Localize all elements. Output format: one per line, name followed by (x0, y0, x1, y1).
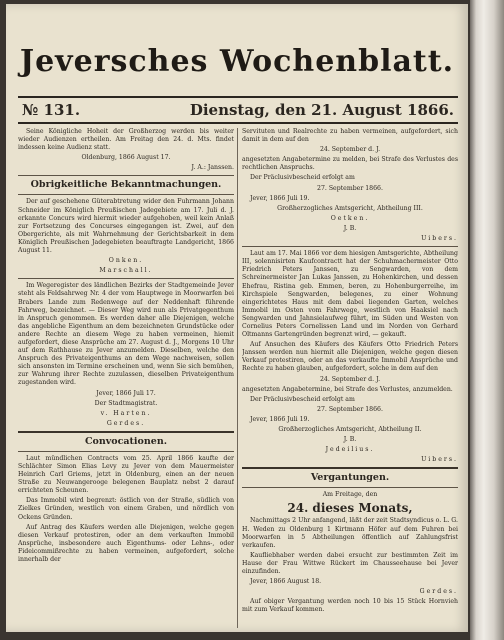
auction-date: 24. dieses Monats, (287, 501, 413, 516)
notice-road-date: Jever, 1866 Juli 17. (96, 389, 156, 397)
auction-intro: Am Freitage, den (322, 491, 378, 499)
subsignature-2: Uibers. (421, 456, 458, 464)
court-1: Großherzogliches Amtsgericht, Abtheilung III. (277, 204, 423, 212)
signature-2: J. B. (343, 436, 357, 444)
preclusion-date-1: 27. September 1866. (317, 184, 383, 192)
newspaper-page (6, 4, 468, 632)
notice-road-signature-2: v. Harten. (100, 409, 152, 417)
auction-signature: Gerdes. (419, 588, 458, 596)
heading-auctions: Vergantungen. (310, 472, 390, 484)
preclusion-text-2: Der Präclusivbescheid erfolgt am (250, 395, 355, 403)
notice-purchase-contract: Laut am 17. Mai 1866 vor dem hiesigen Amtsgerichte, Abtheilung III, solennisirten Kaufcontractt hat der Schuhmachermeister Otto Friedrich Peters Janssen, zu Sengwarden, von dem Schreinermeister Jan Lukas Janssen, zu Hohenkirchen, und dessen Ehefrau, Ristina geb. Emmen, beren, zu Hohenburgerreihe, im Kirchspiele Sengwarden, belegenes, zu einer Wohnung eingerichtetes Haus mit dem dabei liegenden Garten, welches Immobil im Osten vom Fahrwege, westlich von Haaksiel nach Sengwarden und Jahnsielaufweg führt, im Süden und Westen von Cornelius Peters Cornelissen Land und im Norden von Gerhard Oltmanns Gartengründen begrenzt wird, — gekauft. (242, 250, 458, 339)
auction-notice: Nachmittags 2 Uhr anfangend, läßt der zeit Stadtsyndicus o. L. G. H. Weden zu Oldenburg 1 Kirtmann Höfer auf dem Fuhren bei Moorwarfen in 5 Abtheilungen öffentlich auf Zahlungsfrist verkaufen. (242, 517, 458, 549)
preclusion-text-1: Der Präclusivbescheid erfolgt am (250, 174, 355, 182)
divider (18, 278, 234, 279)
auction-buyers: Kaufliebhaber werden dabei ersucht zur bestimmten Zeit im Hause der Frau Wittwe Rückert im Chausseehause bei Jever einzufinden. (242, 551, 458, 576)
signature-1: Oetken. (330, 214, 370, 222)
divider (18, 194, 234, 195)
divider (242, 487, 458, 488)
issue-line (18, 96, 458, 124)
term-text-2: angesetzten Angabetermine, bei Strafe des Verlustes, anzumelden. (242, 385, 453, 393)
continued-text: Servituten und Realrechte zu haben vermeinen, aufgefordert, sich damit in dem auf den (242, 128, 458, 144)
signature-2b: Jedeilius. (325, 446, 375, 454)
book-edge (470, 0, 504, 640)
divider (242, 246, 458, 247)
notice-road-subsignature: Gerdes. (106, 419, 146, 427)
convocation-sale: Laut mündlichen Contracts vom 25. April 1866 kaufte der Schlächter Simon Elias Levy zu Jever von dem Mauermeister Heinrich Carl Griems, jetzt in Oldenburg, einen an der neuen Straße zu Neuwangerooge belegenen Bauplatz nebst 2 darauf errichteten Scheunen. (18, 454, 234, 495)
convocation-request: Auf Antrag des Käufers werden alle Diejenigen, welche gegen diesen Verkauf protestiren, oder an dem verkauften Immobil Ansprüche, insbesondere auch Eigenthums- oder Lehns-, oder Fideicommißrechte zu haben vermeinen, aufgefordert, solche innerhalb der (18, 523, 234, 564)
notice-road-signature-1: Der Stadtmagistrat. (94, 399, 158, 407)
intro-date: Oldenburg, 1866 August 17. (81, 154, 171, 162)
divider (18, 451, 234, 452)
left-column (18, 128, 234, 628)
issue-number: № 131. (22, 101, 81, 119)
auction-cattle: Auf obiger Vergantung werden noch 10 bis 15 Stück Hornvieh mit zum Verkauf kommen. (242, 598, 458, 614)
notice-concurs: Der auf geschehene Güterabtretung wider den Fuhrmann Johann Schneider im Königlich Preußischen Jadegebiete am 17. Juli d. J. erkannte Concurs wird hiermit wieder aufgehoben, weil kein Anlaß zur Fortsetzung des Concurses eingegangen ist. Zwei, auf den Obergerichte, als mit Wahrnehmung der Gerichtsbarkeit in dem Königlich Preußischen Jadegebieten beauftragte Landgericht, 1866 August 11. (18, 198, 234, 255)
issue-date: Dienstag, den 21. August 1866. (189, 101, 454, 119)
divider (18, 431, 234, 433)
right-column (242, 128, 458, 628)
auction-place-date: Jever, 1866 August 18. (250, 578, 322, 586)
term-date-2: 24. September d. J. (319, 375, 381, 383)
notice-purchase-request: Auf Ansuchen des Käufers des Käufers Otto Friedrich Peters Janssen werden nun hiermit alle Diejenigen, welche gegen diesen Verkauf protestiren, oder an das verkaufte Immobil Ansprüche und Rechte zu haben glauben, aufgefordert, solche in dem auf den (242, 341, 458, 373)
intro-signature: J. A.: Janssen. (191, 164, 234, 172)
subsignature-1: Uibers. (421, 235, 458, 243)
notice-road-register: Im Wegeregister des ländlichen Bezirks der Stadtgemeinde Jever steht als Feldsahrweg Nr. 4 der vom Hauptwege in Moorwarfen bei Brabers Lande zum Redenwege auf der Neddenhaft führende Fahrweg, bezeichnet. — Dieser Weg wird nun als Privatgegenthum in Anspruch genommen. Es werden daher alle Diejenigen, welche das angebliche Eigenthum an dem bezeichneten Grundstücke oder andere Rechte an diesem Wege zu haben vermeinen, hiemit aufgefordert, diese Ansprüche am 27. August d. J., Morgens 10 Uhr auf dem Rathhause zu Jever anzumelden. Dieselben, welche den Anspruch des Privateigenthums an dem Wege nachweisen, sollen sich ansonsten im Termine erscheinen und, wenn Sie sich bemühen, zur Wahrung ihrer Rechte zuzulassen, dieselben Privateigenthum zugestanden wird. (18, 282, 234, 387)
court-2: Großherzogliches Amtsgericht, Abtheilung II. (278, 426, 422, 433)
intro-notice: Seine Königliche Hoheit der Großherzog werden bis weiter wieder Audienzen ertheilen. Am Freitag den 24. d. Mts. findet indessen keine Audienz statt. (18, 128, 234, 152)
heading-official-notices: Obrigkeitliche Bekanntmachungen. (30, 179, 222, 191)
term-date-1: 24. September d. J. (319, 146, 381, 154)
divider (18, 175, 234, 176)
notice-concurs-subsignature: Marschall. (99, 267, 153, 275)
heading-convocations: Convocationen. (84, 435, 168, 447)
notice-concurs-signature: Onken. (108, 257, 144, 265)
convocation-boundaries: Das Immobil wird begrenzt: östlich von der Straße, südlich von Zielkes Gründen, westlich von einem Graben, und nördlich von Ockens Gründen. (18, 497, 234, 521)
divider (242, 467, 458, 469)
term-text-1: angesetzten Angabetermine zu melden, bei Strafe des Verlustes des rechtlichen Anspruchs. (242, 156, 458, 172)
column-rule (237, 128, 238, 628)
signature-1b: J. B. (343, 224, 357, 232)
place-date-2: Jever, 1866 Juli 19. (250, 415, 310, 423)
masthead: Jeversches Wochenblatt. (19, 44, 455, 79)
preclusion-date-2: 27. September 1866. (317, 405, 383, 413)
place-date-1: Jever, 1866 Juli 19. (250, 194, 310, 202)
